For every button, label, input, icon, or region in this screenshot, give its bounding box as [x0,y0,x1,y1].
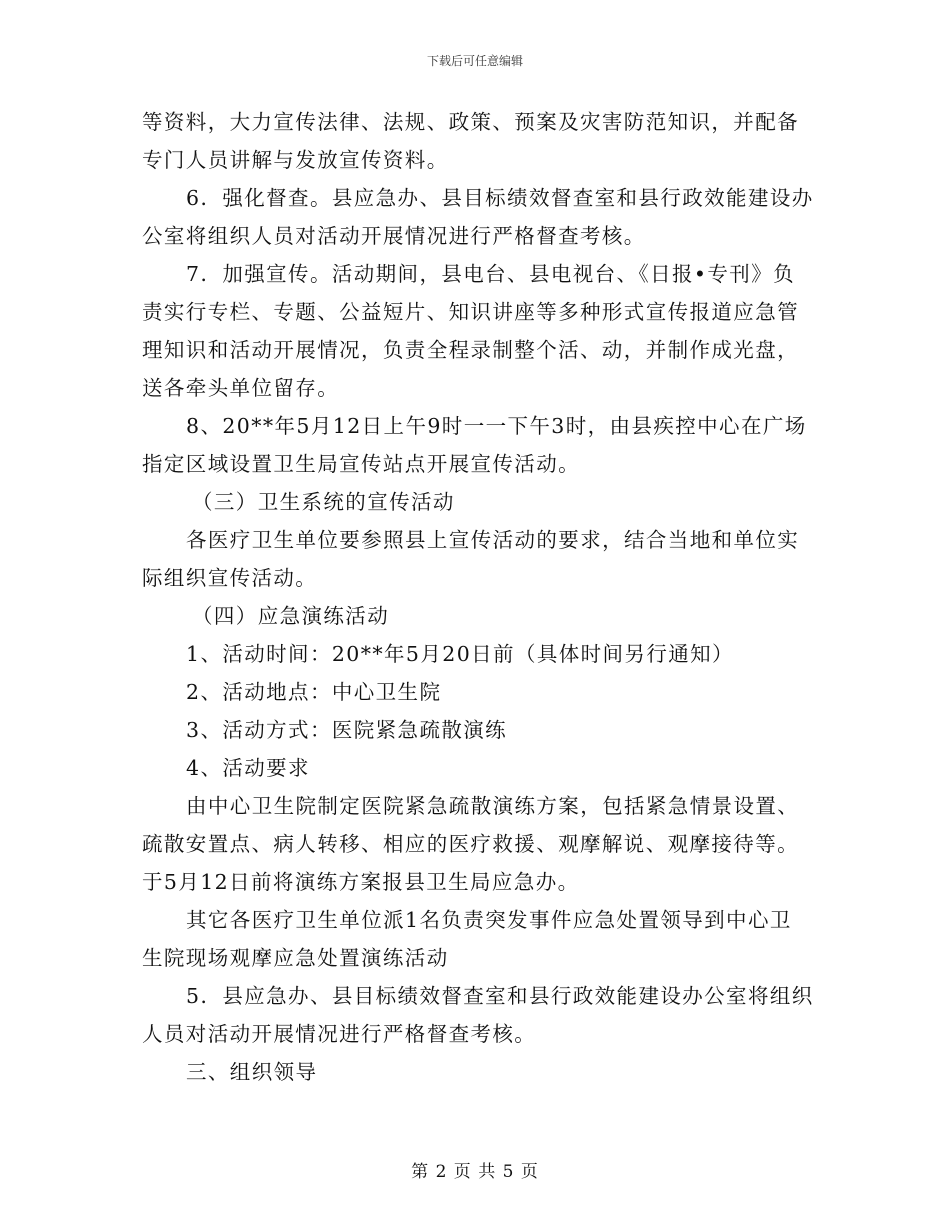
list-item: 1、活动时间：20**年5月20日前（具体时间另行通知） [186,642,734,666]
section-heading: （三）卫生系统的宣传活动 [192,490,455,514]
paragraph-line: 疏散安置点、病人转移、相应的医疗救援、观摩解说、观摩接待等。 [142,832,799,856]
paragraph-line: 于5月12日前将演练方案报县卫生局应急办。 [142,870,580,894]
section-heading: 三、组织领导 [186,1060,318,1084]
paragraph-line: 专门人员讲解与发放宣传资料。 [142,148,449,172]
paragraph-line: 理知识和活动开展情况，负责全程录制整个活、动，并制作成光盘， [142,338,799,362]
paragraph-line: 生院现场观摩应急处置演练活动 [142,946,449,970]
paragraph-line: 6．强化督查。县应急办、县目标绩效督查室和县行政效能建设办 [186,186,814,210]
paragraph-line: 送各牵头单位留存。 [142,376,340,400]
paragraph-line: 8、20**年5月12日上午9时一一下午3时，由县疾控中心在广场 [186,414,807,438]
list-item: 3、活动方式：医院紧急疏散演练 [186,718,508,742]
paragraph-line: 5．县应急办、县目标绩效督查室和县行政效能建设办公室将组织 [186,984,814,1008]
document-body [142,103,812,1091]
paragraph-line: 人员对活动开展情况进行严格督查考核。 [142,1022,537,1046]
paragraph-line: 由中心卫生院制定医院紧急疏散演练方案，包括紧急情景设置、 [186,794,800,818]
paragraph-line: 公室将组织人员对活动开展情况进行严格督查考核。 [142,224,646,248]
paragraph-line: 责实行专栏、专题、公益短片、知识讲座等多种形式宣传报道应急管 [142,300,799,324]
paragraph-line: 其它各医疗卫生单位派1名负责突发事件应急处置领导到中心卫 [186,908,792,932]
page-header: 下载后可任意编辑 [426,54,523,68]
list-item: 4、活动要求 [186,756,310,780]
paragraph-line: 等资料，大力宣传法律、法规、政策、预案及灾害防范知识，并配备 [142,110,799,134]
section-heading: （四）应急演练活动 [192,604,390,628]
page-number: 第 2 页 共 5 页 [411,1162,539,1182]
paragraph-line: 7．加强宣传。活动期间，县电台、县电视台、《日报•专刊》负 [186,262,795,286]
paragraph-line: 指定区域设置卫生局宣传站点开展宣传活动。 [142,452,580,476]
paragraph-line: 各医疗卫生单位要参照县上宣传活动的要求，结合当地和单位实 [186,528,800,552]
list-item: 2、活动地点：中心卫生院 [186,680,442,704]
paragraph-line: 际组织宣传活动。 [142,566,318,590]
